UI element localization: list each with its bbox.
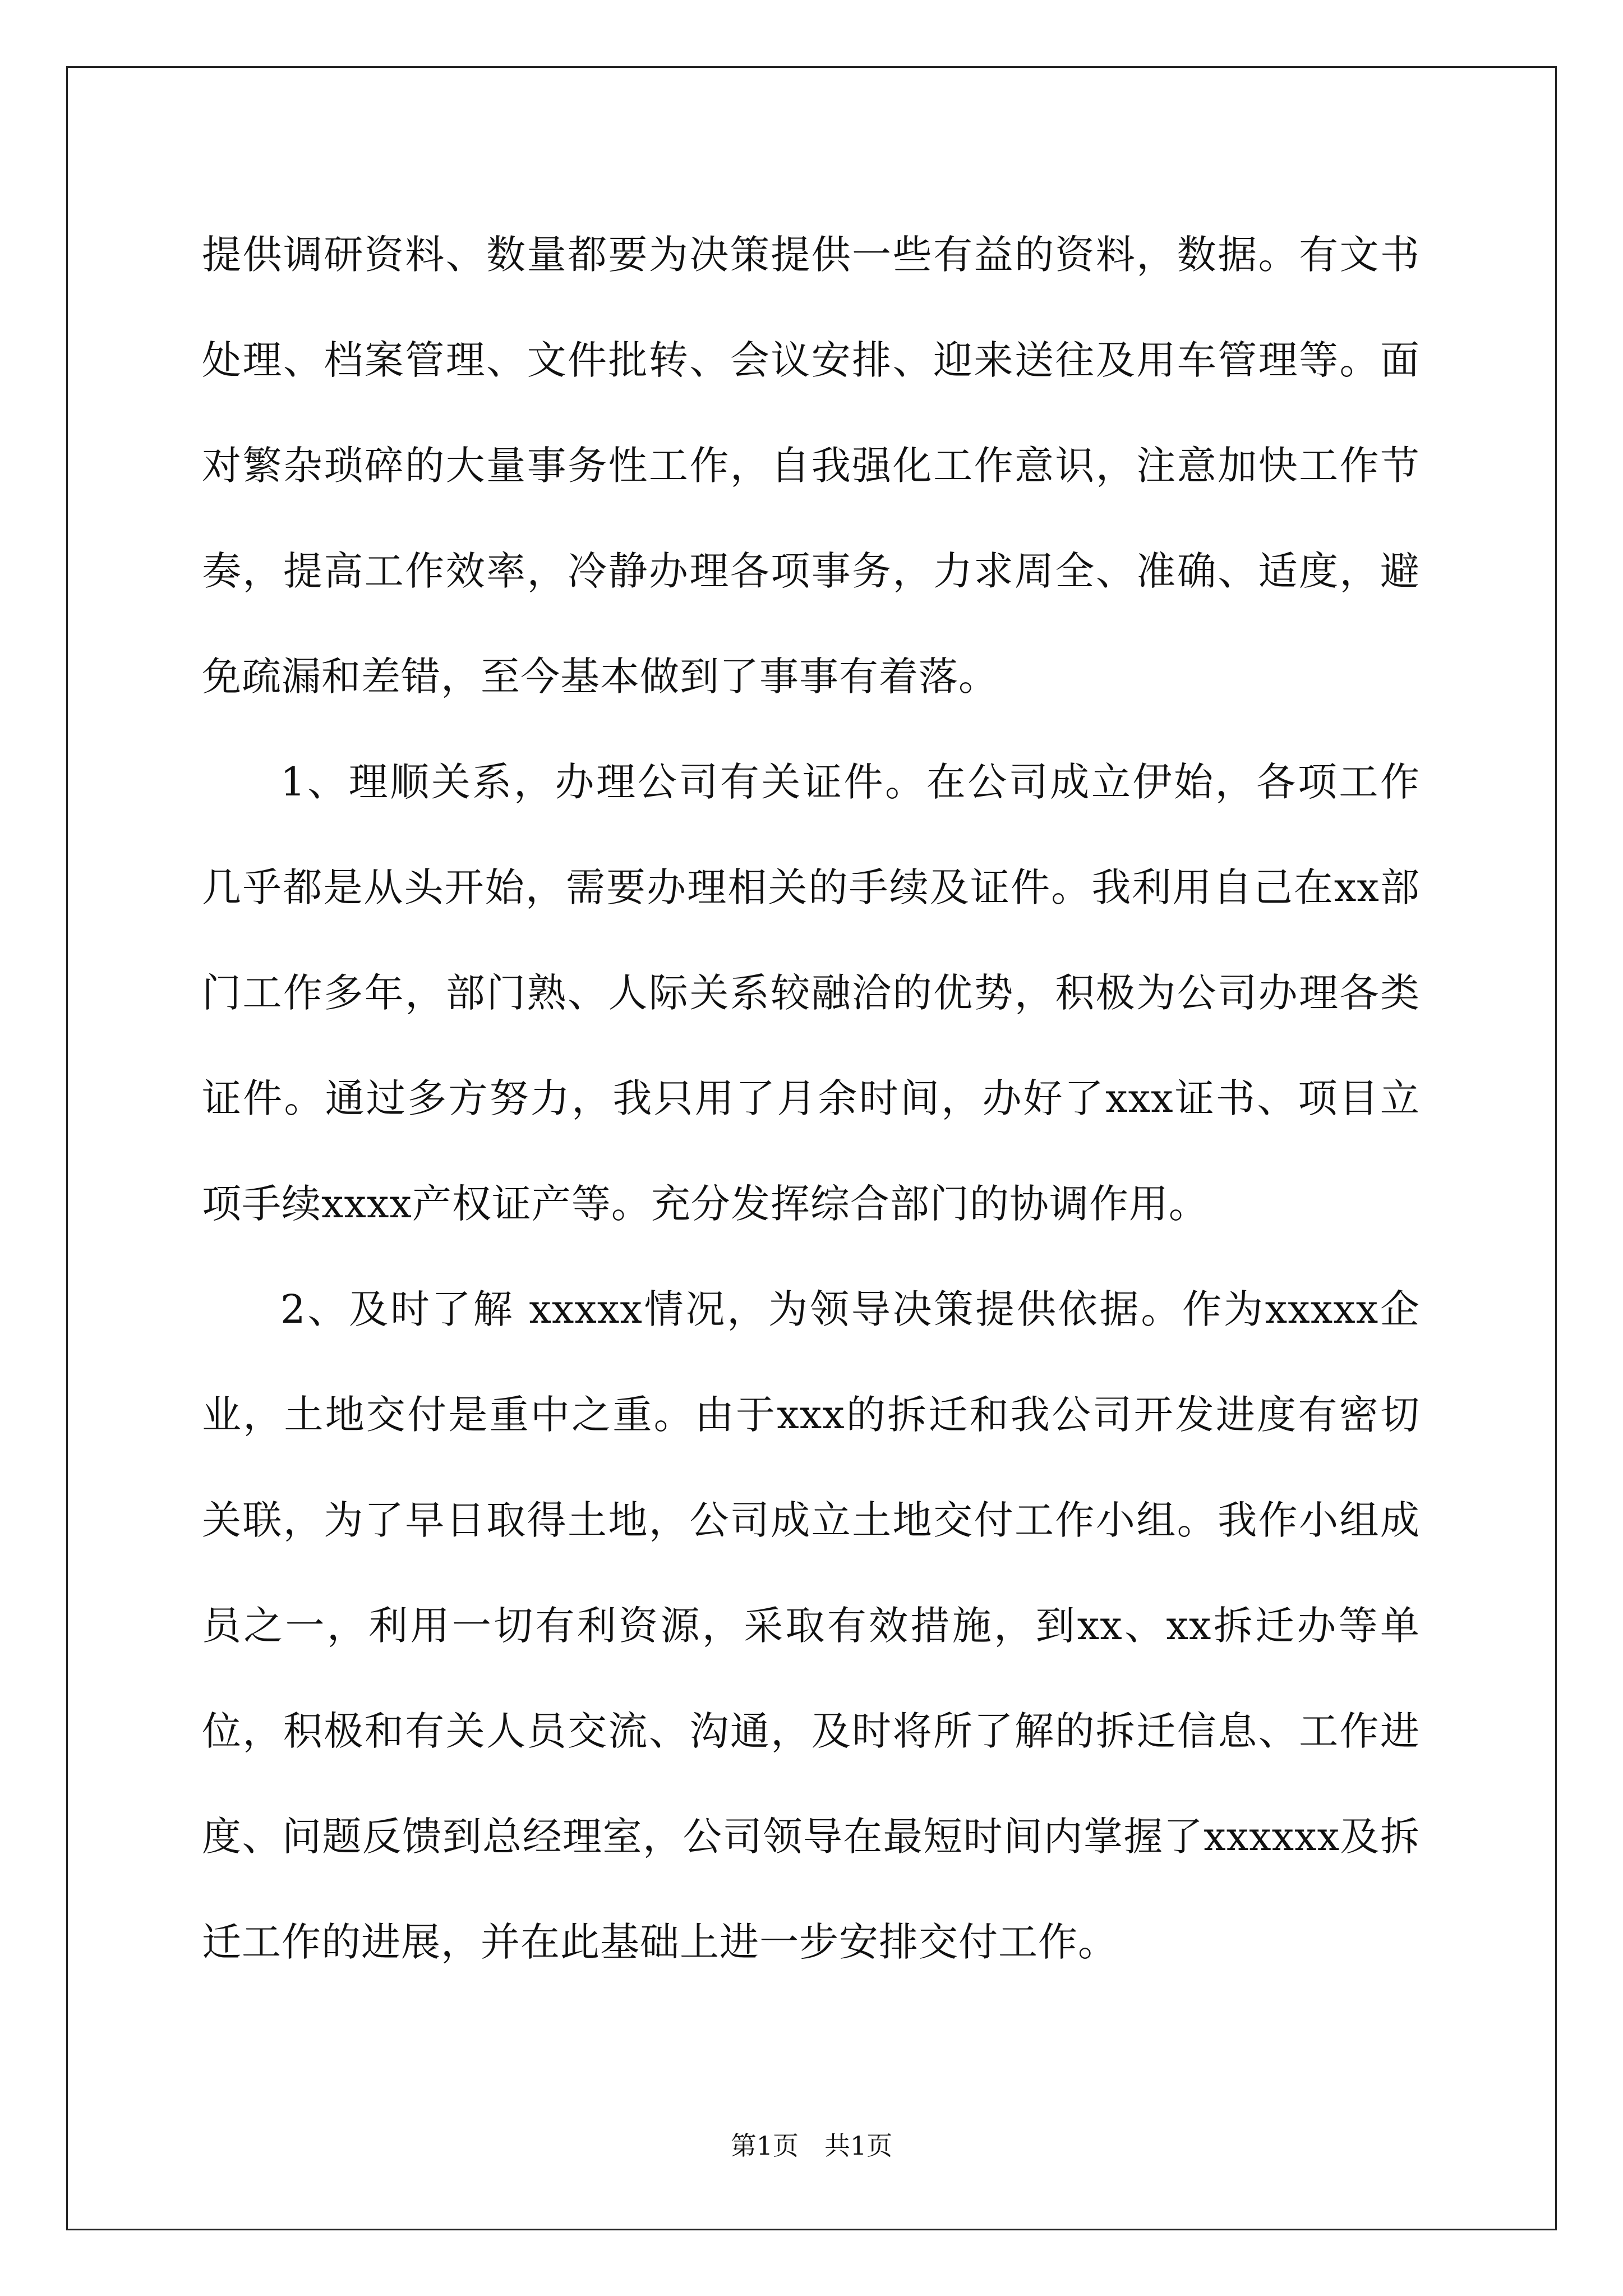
paragraph-1: 提供调研资料、数量都要为决策提供一些有益的资料，数据。有文书处理、档案管理、文件批转、会议安排、迎来送往及用车管理等。面对繁杂琐碎的大量事务性工作，自我强化工作意识，注意加快工作节奏，提高工作效率，冷静办理各项事务，力求周全、准确、适度，避免疏漏和差错，至今基本做到了事事有着落。 [202,232,1420,700]
paragraph-3: 2、及时了解 xxxxx情况，为领导决策提供依据。作为xxxxx企业，土地交付是重中之重。由于xxx的拆迁和我公司开发进度有密切关联，为了早日取得土地，公司成立土地交付工作小组。我作小组成员之一，利用一切有利资源，采取有效措施，到xx、xx拆迁办等单位，积极和有关人员交流、沟通，及时将所了解的拆迁信息、工作进度、问题反馈到总经理室，公司领导在最短时间内掌握了xxxxxx及拆迁工作的进展，并在此基础上进一步安排交付工作。 [202,1286,1420,1965]
paragraph-2: 1、理顺关系，办理公司有关证件。在公司成立伊始，各项工作几乎都是从头开始，需要办理相关的手续及证件。我利用自己在xx部门工作多年，部门熟、人际关系较融洽的优势，积极为公司办理各类证件。通过多方努力，我只用了月余时间，办好了xxx证书、项目立项手续xxxx产权证产等。充分发挥综合部门的协调作用。 [202,759,1420,1227]
page-footer: 第1页 共1页 [730,2131,893,2161]
document-body [202,202,1420,1995]
